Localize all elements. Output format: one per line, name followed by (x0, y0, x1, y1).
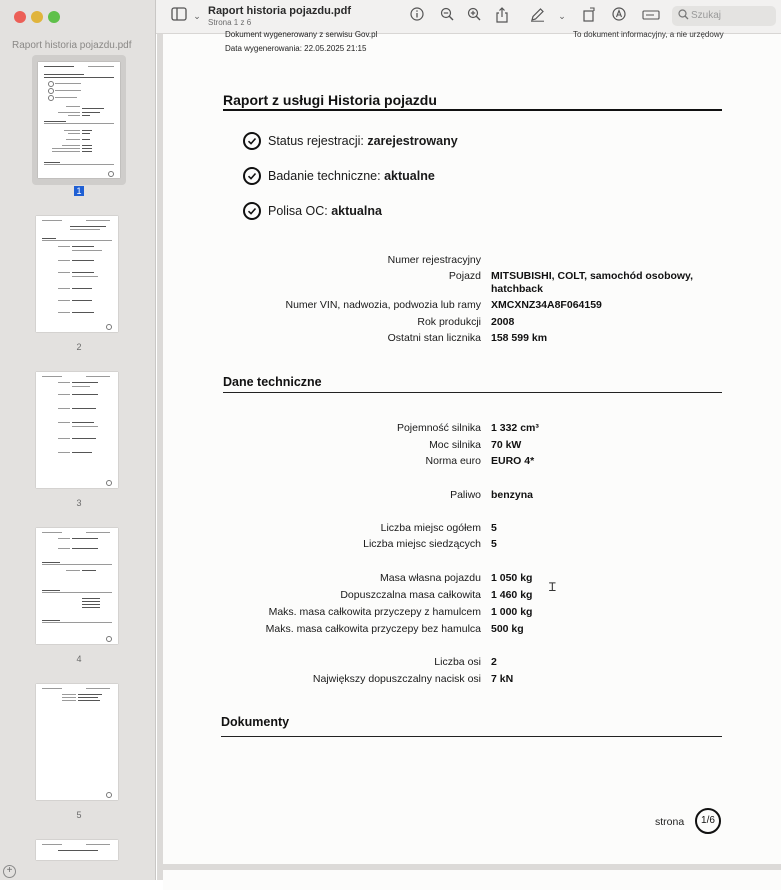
euro-norm-value: EURO 4* (491, 455, 535, 467)
trailer-braked-value: 1 000 kg (491, 606, 533, 618)
gross-mass-label: Dopuszczalna masa całkowita (340, 589, 481, 601)
year-value: 2008 (491, 316, 515, 328)
page-number-5: 5 (76, 810, 82, 820)
search-placeholder: Szukaj (691, 10, 722, 21)
text-cursor-icon: Ɪ (549, 580, 556, 594)
vin-label: Numer VIN, nadwozia, podwozia lub ramy (285, 299, 481, 311)
axle-load-value: 7 kN (491, 673, 514, 685)
page-thumbnail-1[interactable] (32, 55, 126, 185)
footer-page-number: 1/6 (695, 808, 721, 834)
section-technical-data: Dane techniczne (223, 375, 322, 389)
chevron-down-icon[interactable]: ⌄ (558, 11, 566, 21)
page-thumbnail-5[interactable] (32, 684, 126, 802)
odometer-label: Ostatni stan licznika (387, 332, 481, 344)
page-thumbnail-6[interactable] (32, 840, 126, 860)
check-circle-icon (243, 202, 261, 220)
sidebar (0, 0, 156, 880)
toolbar (156, 0, 781, 34)
odometer-value: 158 599 km (491, 332, 548, 344)
share-icon[interactable] (493, 7, 511, 25)
axles-value: 2 (491, 656, 497, 668)
sidebar-title: Raport historia pojazdu.pdf (12, 40, 132, 51)
page-thumbnail-2[interactable] (32, 216, 126, 334)
rotate-icon[interactable] (580, 7, 598, 25)
form-fill-icon[interactable] (642, 7, 660, 25)
document-title: Raport historia pojazdu.pdf (208, 5, 351, 17)
seats-total-label: Liczba miejsc ogółem (380, 522, 481, 534)
header-source: Dokument wygenerowany z serwisu Gov.pl (225, 30, 378, 39)
curb-mass-label: Masa własna pojazdu (380, 572, 481, 584)
zoom-out-icon[interactable] (438, 7, 456, 25)
page-number-1: 1 (76, 186, 82, 196)
section-documents: Dokumenty (221, 715, 290, 729)
vehicle-label: Pojazd (448, 270, 481, 282)
seats-seated-value: 5 (491, 538, 497, 550)
page-thumbnail-3[interactable] (32, 372, 126, 490)
sidebar-toggle-icon[interactable] (170, 7, 188, 25)
curb-mass-value: 1 050 kg (491, 572, 533, 584)
seats-total-value: 5 (491, 522, 497, 534)
header-date: Data wygenerowania: 22.05.2025 21:15 (225, 44, 367, 53)
chevron-down-icon[interactable]: ⌄ (193, 11, 201, 21)
status-value: aktualna (331, 204, 382, 218)
add-page-button[interactable]: + (3, 865, 16, 878)
footer-page-label: strona (655, 816, 685, 828)
status-value: zarejestrowany (367, 134, 458, 148)
vehicle-value-cont: hatchback (491, 283, 543, 295)
check-circle-icon (243, 132, 261, 150)
axle-load-label: Największy dopuszczalny nacisk osi (312, 673, 481, 685)
next-pdf-page (163, 870, 781, 890)
page-number-2: 2 (76, 342, 82, 352)
page-number-4: 4 (76, 654, 82, 664)
pdf-page (163, 30, 781, 864)
status-value: aktualne (384, 169, 435, 183)
search-icon (678, 9, 689, 23)
engine-power-label: Moc silnika (429, 439, 481, 451)
trailer-unbraked-value: 500 kg (491, 623, 524, 635)
reg-number-label: Numer rejestracyjny (387, 254, 481, 266)
year-label: Rok produkcji (417, 316, 481, 328)
seats-seated-label: Liczba miejsc siedzących (363, 538, 481, 550)
report-title: Raport z usługi Historia pojazdu (223, 92, 437, 108)
engine-capacity-label: Pojemność silnika (396, 422, 481, 434)
trailer-braked-label: Maks. masa całkowita przyczepy z hamulcem (268, 606, 481, 618)
fuel-value: benzyna (491, 489, 534, 501)
axles-label: Liczba osi (434, 656, 481, 668)
vin-value: XMCXNZ34A8F064159 (491, 299, 602, 311)
fuel-label: Paliwo (450, 489, 481, 501)
page-thumbnail-4[interactable] (32, 528, 126, 646)
minimize-window-button[interactable] (31, 11, 43, 23)
header-disclaimer: To dokument informacyjny, a nie urzędowy (573, 30, 724, 39)
markup-pen-icon[interactable] (528, 7, 546, 25)
vehicle-value: MITSUBISHI, COLT, samochód osobowy, (491, 270, 694, 282)
status-label: Status rejestracji: (268, 134, 364, 148)
status-label: Badanie techniczne: (268, 169, 381, 183)
page-indicator: Strona 1 z 6 (208, 18, 252, 27)
search-field[interactable] (672, 6, 776, 26)
zoom-window-button[interactable] (48, 11, 60, 23)
info-icon[interactable] (408, 7, 426, 25)
annotate-icon[interactable] (610, 7, 628, 25)
page-number-3: 3 (76, 498, 82, 508)
zoom-in-icon[interactable] (465, 7, 483, 25)
title-rule (223, 109, 722, 111)
document-view[interactable] (157, 30, 781, 880)
check-circle-icon (243, 167, 261, 185)
euro-norm-label: Norma euro (425, 455, 481, 467)
engine-capacity-value: 1 332 cm³ (491, 422, 539, 434)
status-label: Polisa OC: (268, 204, 328, 218)
engine-power-value: 70 kW (491, 439, 522, 451)
section-rule (223, 392, 722, 393)
trailer-unbraked-label: Maks. masa całkowita przyczepy bez hamulca (265, 623, 481, 635)
section-rule (221, 736, 722, 737)
gross-mass-value: 1 460 kg (491, 589, 533, 601)
close-window-button[interactable] (14, 11, 26, 23)
